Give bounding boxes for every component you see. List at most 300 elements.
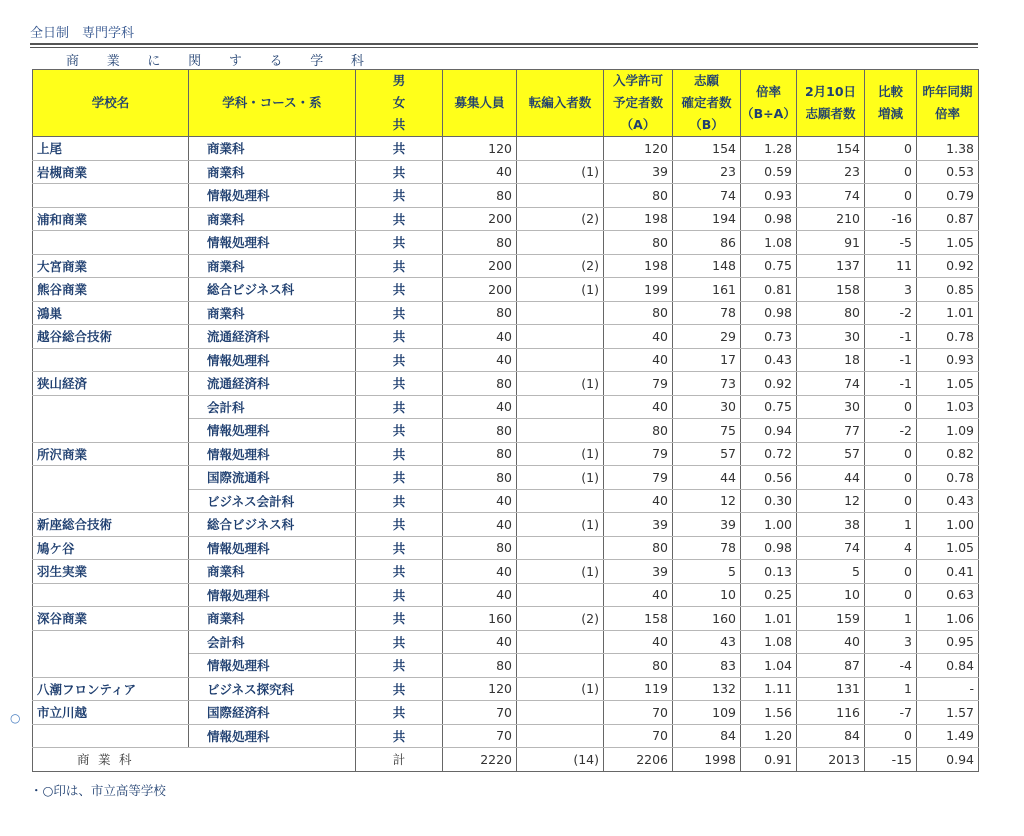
cell-gender: 共 <box>356 677 443 701</box>
cell-course: 商業科 <box>189 207 356 231</box>
cell-capacity: 80 <box>443 184 517 208</box>
cell-transfer <box>517 231 604 255</box>
table-row <box>33 184 979 208</box>
cell-prev: 0.87 <box>917 207 979 231</box>
city-school-marker: ○ <box>10 711 21 725</box>
cell-capacity: 80 <box>443 466 517 490</box>
cell-transfer <box>517 701 604 725</box>
cell-school: 岩槻商業 <box>33 160 189 184</box>
cell-confirmed: 109 <box>673 701 741 725</box>
cell-prev: 0.53 <box>917 160 979 184</box>
cell-confirmed: 75 <box>673 419 741 443</box>
cell-planned: 80 <box>604 419 673 443</box>
cell-transfer <box>517 654 604 678</box>
cell-school: 所沢商業 <box>33 442 189 466</box>
cell-course: ビジネス会計科 <box>189 489 356 513</box>
cell-ratio: 0.81 <box>741 278 797 302</box>
cell-feb10: 23 <box>797 160 865 184</box>
cell-gender: 共 <box>356 630 443 654</box>
total-row <box>33 748 979 772</box>
table-row <box>33 137 979 161</box>
cell-diff: 0 <box>865 583 917 607</box>
cell-transfer: (1) <box>517 560 604 584</box>
cell-course: 情報処理科 <box>189 419 356 443</box>
cell-planned: 79 <box>604 442 673 466</box>
cell-school <box>33 348 189 372</box>
cell-gender: 共 <box>356 137 443 161</box>
col-header-prev: 昨年同期 倍率 <box>917 70 979 137</box>
cell-gender: 共 <box>356 160 443 184</box>
cell-confirmed: 194 <box>673 207 741 231</box>
cell-course: 会計科 <box>189 630 356 654</box>
cell-capacity: 80 <box>443 301 517 325</box>
cell-confirmed: 43 <box>673 630 741 654</box>
cell-transfer: (2) <box>517 254 604 278</box>
table-row <box>33 701 979 725</box>
cell-diff: -1 <box>865 325 917 349</box>
cell-ratio: 0.93 <box>741 184 797 208</box>
cell-prev: 0.78 <box>917 466 979 490</box>
cell-diff: -16 <box>865 207 917 231</box>
cell-confirmed: 12 <box>673 489 741 513</box>
cell-feb10: 57 <box>797 442 865 466</box>
cell-planned: 40 <box>604 348 673 372</box>
table-row <box>33 654 979 678</box>
cell-diff: -1 <box>865 372 917 396</box>
cell-school <box>33 724 189 748</box>
cell-capacity: 120 <box>443 677 517 701</box>
cell-prev: 1.06 <box>917 607 979 631</box>
table-row <box>33 372 979 396</box>
cell-feb10: 158 <box>797 278 865 302</box>
cell-transfer <box>517 348 604 372</box>
cell-confirmed: 23 <box>673 160 741 184</box>
cell-capacity: 40 <box>443 395 517 419</box>
cell-planned: 39 <box>604 513 673 537</box>
cell-transfer: (1) <box>517 677 604 701</box>
subtitle-char: 関 <box>188 53 202 69</box>
cell-school <box>33 583 189 607</box>
cell-transfer: (1) <box>517 372 604 396</box>
cell-feb10: 77 <box>797 419 865 443</box>
cell-prev: - <box>917 677 979 701</box>
cell-feb10: 74 <box>797 372 865 396</box>
cell-diff: -2 <box>865 301 917 325</box>
cell-school: 鴻巣 <box>33 301 189 325</box>
cell-capacity: 40 <box>443 348 517 372</box>
cell-gender: 共 <box>356 654 443 678</box>
cell-prev: 0.79 <box>917 184 979 208</box>
table-row <box>33 607 979 631</box>
cell-ratio: 1.08 <box>741 630 797 654</box>
cell-course: 情報処理科 <box>189 184 356 208</box>
table-row <box>33 630 979 654</box>
header-rule-top <box>30 43 978 45</box>
table-row <box>33 583 979 607</box>
cell-transfer <box>517 137 604 161</box>
cell-capacity: 40 <box>443 560 517 584</box>
cell-capacity: 80 <box>443 442 517 466</box>
table-header-row <box>33 70 979 137</box>
cell-diff: 0 <box>865 184 917 208</box>
cell-feb10: 91 <box>797 231 865 255</box>
cell-confirmed: 148 <box>673 254 741 278</box>
cell-ratio: 1.11 <box>741 677 797 701</box>
cell-ratio: 0.98 <box>741 301 797 325</box>
cell-diff: 1 <box>865 513 917 537</box>
cell-ratio: 0.43 <box>741 348 797 372</box>
total-label-char: 業 <box>98 752 111 768</box>
cell-gender: 共 <box>356 701 443 725</box>
cell-school: 八潮フロンティア <box>33 677 189 701</box>
cell-confirmed: 5 <box>673 560 741 584</box>
cell-diff: -2 <box>865 419 917 443</box>
cell-feb10: 30 <box>797 395 865 419</box>
cell-course: 商業科 <box>189 560 356 584</box>
cell-prev: 1.05 <box>917 231 979 255</box>
cell-prev: 1.38 <box>917 137 979 161</box>
cell-course: 国際流通科 <box>189 466 356 490</box>
cell-prev: 1.57 <box>917 701 979 725</box>
cell-feb10: 10 <box>797 583 865 607</box>
cell-transfer: (2) <box>517 607 604 631</box>
cell-course: 情報処理科 <box>189 536 356 560</box>
cell-diff: 0 <box>865 160 917 184</box>
subtitle-char: 業 <box>106 53 120 69</box>
cell-capacity: 80 <box>443 372 517 396</box>
cell-gender: 共 <box>356 583 443 607</box>
cell-feb10: 137 <box>797 254 865 278</box>
cell-school: 新座総合技術 <box>33 513 189 537</box>
cell-diff: 0 <box>865 137 917 161</box>
cell-capacity: 80 <box>443 231 517 255</box>
cell-capacity: 80 <box>443 536 517 560</box>
cell-confirmed: 30 <box>673 395 741 419</box>
total-feb10: 2013 <box>797 748 865 772</box>
cell-prev: 0.63 <box>917 583 979 607</box>
cell-feb10: 131 <box>797 677 865 701</box>
total-label <box>33 748 356 772</box>
cell-gender: 共 <box>356 184 443 208</box>
cell-course: 商業科 <box>189 160 356 184</box>
cell-ratio: 0.25 <box>741 583 797 607</box>
page-title: 全日制 専門学科 <box>30 26 135 41</box>
cell-capacity: 160 <box>443 607 517 631</box>
cell-capacity: 40 <box>443 513 517 537</box>
cell-ratio: 0.30 <box>741 489 797 513</box>
cell-planned: 39 <box>604 560 673 584</box>
subtitle-char: 学 <box>310 53 324 69</box>
cell-capacity: 200 <box>443 254 517 278</box>
cell-school <box>33 231 189 255</box>
table-row <box>33 348 979 372</box>
cell-feb10: 44 <box>797 466 865 490</box>
col-header-transfer: 転編入者数 <box>517 70 604 137</box>
cell-planned: 80 <box>604 654 673 678</box>
cell-planned: 80 <box>604 231 673 255</box>
cell-school: 上尾 <box>33 137 189 161</box>
table-row <box>33 231 979 255</box>
cell-prev: 1.01 <box>917 301 979 325</box>
cell-confirmed: 154 <box>673 137 741 161</box>
subtitle-char: 商 <box>66 53 80 69</box>
cell-transfer <box>517 325 604 349</box>
cell-gender: 共 <box>356 325 443 349</box>
cell-prev: 1.49 <box>917 724 979 748</box>
col-header-confirmed: 志願 確定者数 （B） <box>673 70 741 137</box>
cell-ratio: 0.56 <box>741 466 797 490</box>
cell-gender: 共 <box>356 536 443 560</box>
cell-school <box>33 395 189 419</box>
cell-course: 会計科 <box>189 395 356 419</box>
cell-confirmed: 132 <box>673 677 741 701</box>
cell-ratio: 0.59 <box>741 160 797 184</box>
col-header-capacity: 募集人員 <box>443 70 517 137</box>
cell-confirmed: 160 <box>673 607 741 631</box>
cell-course: 情報処理科 <box>189 231 356 255</box>
cell-capacity: 40 <box>443 160 517 184</box>
col-header-planned: 入学許可 予定者数 （A） <box>604 70 673 137</box>
cell-course: 情報処理科 <box>189 654 356 678</box>
cell-prev: 1.03 <box>917 395 979 419</box>
cell-planned: 198 <box>604 254 673 278</box>
cell-capacity: 200 <box>443 207 517 231</box>
cell-gender: 共 <box>356 348 443 372</box>
cell-transfer <box>517 419 604 443</box>
cell-transfer: (1) <box>517 442 604 466</box>
cell-course: 情報処理科 <box>189 583 356 607</box>
cell-transfer: (1) <box>517 466 604 490</box>
cell-ratio: 0.98 <box>741 207 797 231</box>
table-row <box>33 677 979 701</box>
table-row <box>33 536 979 560</box>
cell-gender: 共 <box>356 466 443 490</box>
cell-planned: 40 <box>604 325 673 349</box>
cell-gender: 共 <box>356 372 443 396</box>
cell-course: 情報処理科 <box>189 724 356 748</box>
cell-diff: 3 <box>865 630 917 654</box>
cell-course: 情報処理科 <box>189 348 356 372</box>
cell-prev: 1.00 <box>917 513 979 537</box>
cell-course: 商業科 <box>189 254 356 278</box>
cell-gender: 共 <box>356 207 443 231</box>
cell-diff: 1 <box>865 607 917 631</box>
cell-planned: 119 <box>604 677 673 701</box>
cell-transfer: (1) <box>517 278 604 302</box>
cell-planned: 70 <box>604 701 673 725</box>
cell-school <box>33 184 189 208</box>
cell-transfer <box>517 395 604 419</box>
cell-confirmed: 74 <box>673 184 741 208</box>
table-row <box>33 395 979 419</box>
cell-planned: 199 <box>604 278 673 302</box>
subtitle-char: に <box>147 53 161 69</box>
footnote: ・○印は、市立高等学校 <box>30 783 166 798</box>
cell-transfer <box>517 536 604 560</box>
cell-diff: 11 <box>865 254 917 278</box>
cell-diff: -5 <box>865 231 917 255</box>
cell-confirmed: 73 <box>673 372 741 396</box>
cell-planned: 158 <box>604 607 673 631</box>
table-row <box>33 513 979 537</box>
cell-gender: 共 <box>356 442 443 466</box>
cell-feb10: 84 <box>797 724 865 748</box>
cell-capacity: 80 <box>443 419 517 443</box>
cell-diff: 0 <box>865 442 917 466</box>
cell-ratio: 0.13 <box>741 560 797 584</box>
cell-course: 流通経済科 <box>189 372 356 396</box>
cell-school: 熊谷商業 <box>33 278 189 302</box>
cell-transfer <box>517 301 604 325</box>
table-row <box>33 254 979 278</box>
total-confirmed: 1998 <box>673 748 741 772</box>
cell-ratio: 0.94 <box>741 419 797 443</box>
cell-feb10: 116 <box>797 701 865 725</box>
cell-prev: 0.82 <box>917 442 979 466</box>
cell-feb10: 30 <box>797 325 865 349</box>
cell-planned: 70 <box>604 724 673 748</box>
cell-gender: 共 <box>356 513 443 537</box>
cell-transfer <box>517 630 604 654</box>
cell-course: 流通経済科 <box>189 325 356 349</box>
table-row <box>33 301 979 325</box>
col-header-feb10: 2月10日 志願者数 <box>797 70 865 137</box>
cell-capacity: 70 <box>443 701 517 725</box>
cell-transfer: (1) <box>517 160 604 184</box>
col-header-gender: 男 女 共 <box>356 70 443 137</box>
table-row <box>33 724 979 748</box>
cell-planned: 40 <box>604 395 673 419</box>
cell-course: 総合ビジネス科 <box>189 278 356 302</box>
cell-capacity: 80 <box>443 654 517 678</box>
cell-diff: -4 <box>865 654 917 678</box>
cell-school <box>33 630 189 654</box>
subtitle-char: る <box>269 53 283 69</box>
section-subtitle <box>30 49 400 69</box>
cell-diff: 0 <box>865 466 917 490</box>
cell-planned: 40 <box>604 583 673 607</box>
cell-planned: 120 <box>604 137 673 161</box>
cell-ratio: 0.73 <box>741 325 797 349</box>
cell-course: 総合ビジネス科 <box>189 513 356 537</box>
table-row <box>33 207 979 231</box>
cell-prev: 0.78 <box>917 325 979 349</box>
cell-transfer <box>517 724 604 748</box>
total-planned: 2206 <box>604 748 673 772</box>
cell-confirmed: 57 <box>673 442 741 466</box>
table-row <box>33 278 979 302</box>
cell-feb10: 154 <box>797 137 865 161</box>
subtitle-char: す <box>228 53 242 69</box>
total-transfer: (14) <box>517 748 604 772</box>
cell-feb10: 38 <box>797 513 865 537</box>
cell-school: 羽生実業 <box>33 560 189 584</box>
total-capacity: 2220 <box>443 748 517 772</box>
cell-confirmed: 78 <box>673 536 741 560</box>
cell-school: 浦和商業 <box>33 207 189 231</box>
total-diff: -15 <box>865 748 917 772</box>
table-row <box>33 325 979 349</box>
table-row <box>33 560 979 584</box>
cell-school: 狭山経済 <box>33 372 189 396</box>
cell-confirmed: 29 <box>673 325 741 349</box>
cell-confirmed: 84 <box>673 724 741 748</box>
cell-school: 市立川越 <box>33 701 189 725</box>
cell-feb10: 80 <box>797 301 865 325</box>
cell-capacity: 200 <box>443 278 517 302</box>
col-header-school: 学校名 <box>33 70 189 137</box>
header-rule-bottom <box>30 47 978 48</box>
col-header-ratio: 倍率 （B÷A） <box>741 70 797 137</box>
cell-prev: 1.09 <box>917 419 979 443</box>
cell-gender: 共 <box>356 560 443 584</box>
cell-capacity: 120 <box>443 137 517 161</box>
cell-school: 深谷商業 <box>33 607 189 631</box>
col-header-course: 学科・コース・系 <box>189 70 356 137</box>
cell-transfer <box>517 489 604 513</box>
cell-gender: 共 <box>356 301 443 325</box>
cell-feb10: 12 <box>797 489 865 513</box>
cell-diff: 0 <box>865 489 917 513</box>
cell-planned: 40 <box>604 489 673 513</box>
cell-ratio: 0.98 <box>741 536 797 560</box>
cell-planned: 40 <box>604 630 673 654</box>
cell-prev: 0.93 <box>917 348 979 372</box>
cell-feb10: 74 <box>797 184 865 208</box>
cell-feb10: 210 <box>797 207 865 231</box>
cell-transfer <box>517 184 604 208</box>
table-row <box>33 419 979 443</box>
cell-transfer: (1) <box>517 513 604 537</box>
cell-course: 商業科 <box>189 137 356 161</box>
admissions-table <box>32 69 979 772</box>
cell-ratio: 1.00 <box>741 513 797 537</box>
cell-capacity: 70 <box>443 724 517 748</box>
cell-prev: 1.05 <box>917 372 979 396</box>
cell-course: 情報処理科 <box>189 442 356 466</box>
cell-confirmed: 86 <box>673 231 741 255</box>
subtitle-char: 科 <box>350 53 364 69</box>
cell-ratio: 0.75 <box>741 395 797 419</box>
cell-gender: 共 <box>356 278 443 302</box>
cell-ratio: 1.01 <box>741 607 797 631</box>
cell-school <box>33 489 189 513</box>
cell-feb10: 18 <box>797 348 865 372</box>
cell-prev: 0.84 <box>917 654 979 678</box>
total-prev: 0.94 <box>917 748 979 772</box>
cell-feb10: 74 <box>797 536 865 560</box>
cell-ratio: 1.04 <box>741 654 797 678</box>
cell-prev: 1.05 <box>917 536 979 560</box>
cell-diff: 0 <box>865 560 917 584</box>
cell-feb10: 5 <box>797 560 865 584</box>
cell-confirmed: 39 <box>673 513 741 537</box>
col-header-diff: 比較 増減 <box>865 70 917 137</box>
total-gender: 計 <box>356 748 443 772</box>
cell-diff: 4 <box>865 536 917 560</box>
cell-confirmed: 17 <box>673 348 741 372</box>
cell-capacity: 40 <box>443 630 517 654</box>
total-label-char: 科 <box>119 752 132 768</box>
cell-school <box>33 419 189 443</box>
cell-gender: 共 <box>356 254 443 278</box>
cell-school: 鳩ケ谷 <box>33 536 189 560</box>
cell-diff: -7 <box>865 701 917 725</box>
cell-ratio: 1.28 <box>741 137 797 161</box>
table-row <box>33 442 979 466</box>
cell-school <box>33 466 189 490</box>
cell-prev: 0.41 <box>917 560 979 584</box>
